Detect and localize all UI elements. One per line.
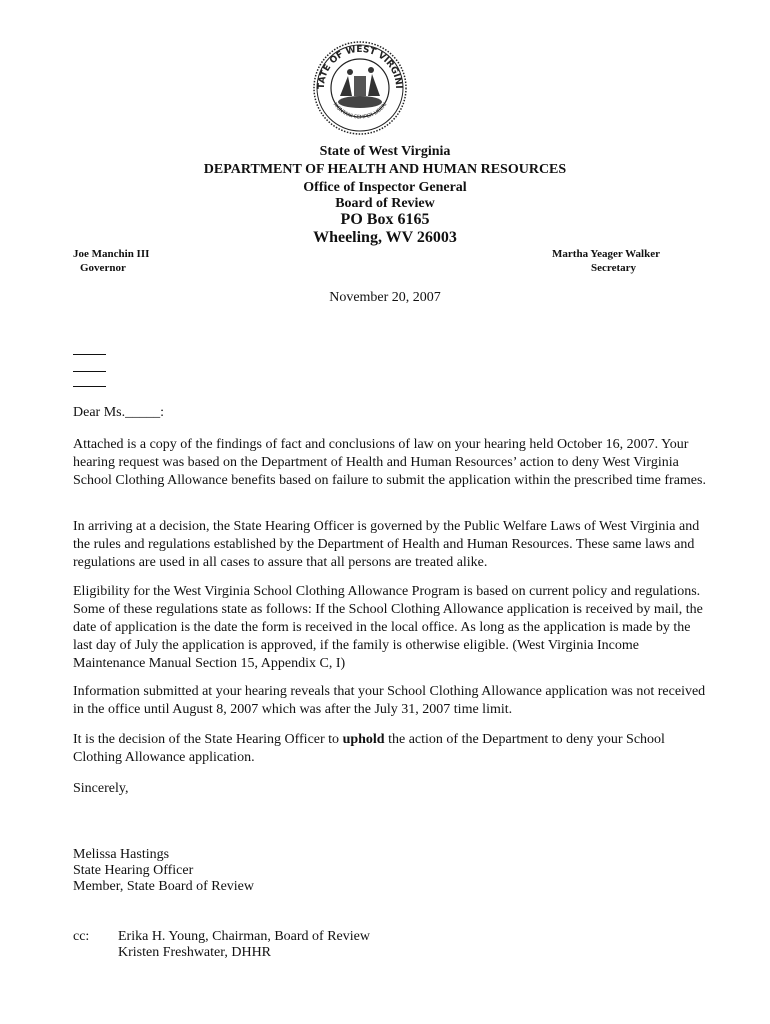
decision-keyword: uphold [342,732,385,747]
body-paragraph-3: Eligibility for the West Virginia School Clothing Allowance Program is based on current policy and regulations. Some of these regulations state as follows: If the School Clothing Allowance application is received by mail, the date of application is the date the form is received in the local office. As long as the application is made by the last day of July the application is approved, if the family is otherwise eligible. (West Virginia Income Maintenance Manual Section 15, Appendix C, I) [73,584,703,671]
decision-text-after: the action of the Department to deny your School Clothing Allowance application. [73,732,665,765]
letter-date: November 20, 2007 [329,290,441,305]
address-blank-line [73,354,106,355]
secretary-title: Secretary [591,262,636,274]
address-blank-line [73,386,106,387]
governor-title: Governor [80,262,126,274]
signer-name: Melissa Hastings [73,847,170,862]
seal-motto-text: MONTANI SEMPER LIBERI [331,101,389,121]
cc-label: cc: [73,929,90,944]
header-department: DEPARTMENT OF HEALTH AND HUMAN RESOURCES [203,162,567,177]
salutation: Dear Ms._____: [73,405,164,420]
governor-name: Joe Manchin III [73,248,150,260]
seal-ring-text: TATE OF WEST VIRGINI [316,44,404,90]
state-seal [310,40,410,136]
body-paragraph-1: Attached is a copy of the findings of fact and conclusions of law on your hearing held October 16, 2007. Your hearing request was based on the Department of Health and Human Resources’ action to deny West Virginia School Clothing Allowance benefits based on failure to submit the application within the prescribed time frames. [73,437,706,488]
address-blank-line [73,371,106,372]
signer-board-title: Member, State Board of Review [73,879,255,894]
header-board: Board of Review [335,196,435,211]
cc-recipient: Kristen Freshwater, DHHR [118,945,272,960]
header-po-box: PO Box 6165 [340,211,430,228]
body-paragraph-5 [73,731,713,767]
secretary-name: Martha Yeager Walker [552,248,660,260]
signer-title: State Hearing Officer [73,863,194,878]
header-office: Office of Inspector General [303,180,467,195]
closing: Sincerely, [73,781,129,796]
header-state: State of West Virginia [319,144,451,159]
header-city: Wheeling, WV 26003 [313,229,457,246]
body-paragraph-2: In arriving at a decision, the State Hearing Officer is governed by the Public Welfare Laws of West Virginia and the rules and regulations established by the Department of Health and Human Resources. These same laws and regulations are used in all cases to assure that all persons are treated alike. [73,519,700,570]
decision-text-before: It is the decision of the State Hearing Officer to [73,732,343,747]
cc-recipient: Erika H. Young, Chairman, Board of Review [118,929,370,944]
body-paragraph-4: Information submitted at your hearing reveals that your School Clothing Allowance application was not received in the office until August 8, 2007 which was after the July 31, 2007 time limit. [73,684,706,717]
